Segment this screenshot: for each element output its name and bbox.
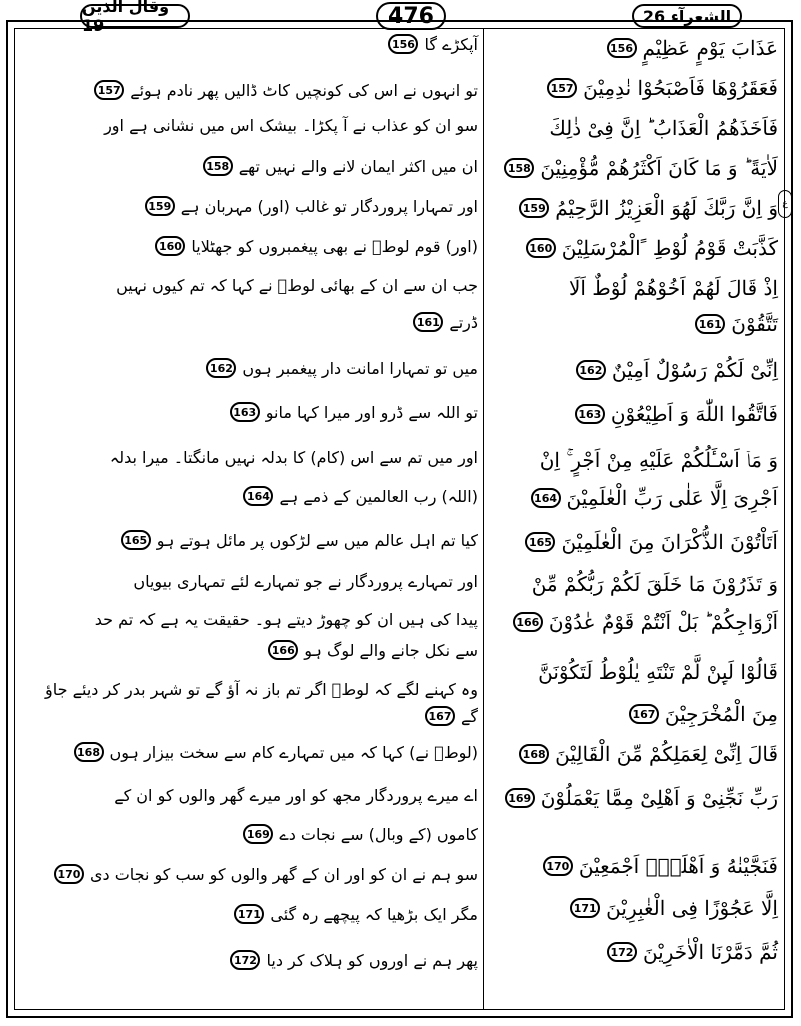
arabic-verse-line [607, 940, 778, 964]
urdu-translation-line [206, 358, 478, 378]
arabic-verse-line [519, 742, 778, 766]
arabic-verse-text: رَبِّ نَجِّنِیْ وَ اَهْلِیْ مِمَّا یَعْمَلُوْنَ [540, 786, 778, 810]
arabic-verse-text: اَتَاْتُوْنَ الذُّكْرَانَ مِنَ الْعٰلَمِیْنَ [561, 530, 778, 554]
verse-number-badge: 156 [388, 34, 418, 54]
urdu-translation-text: آپکڑے گا [424, 34, 478, 54]
verse-number-badge: 169 [505, 788, 535, 808]
arabic-verse-line [543, 854, 778, 878]
urdu-translation-line [54, 864, 478, 884]
verse-number-badge: 171 [570, 898, 600, 918]
urdu-translation-line [114, 786, 478, 805]
arabic-verse-text: اِذْ قَالَ لَهُمْ اَخُوْهُمْ لُوْطٌ اَلَا [568, 276, 778, 300]
urdu-translation-text: سو ہم نے ان کو اور ان کے گھر والوں کو سب کو نجات دی [89, 864, 478, 884]
verse-number-badge: 159 [519, 198, 549, 218]
verse-number-badge: 156 [607, 38, 637, 58]
urdu-translation-text: ان میں اکثر ایمان لانے والے نہیں تھے [238, 156, 478, 176]
arabic-verse-text: وَ اِنَّ رَبَّكَ لَهُوَ الْعَزِیْزُ الرَّحِیْمُ [555, 196, 778, 220]
arabic-verse-text: اِنِّیْ لَكُمْ رَسُوْلٌ اَمِیْنٌ [611, 358, 778, 382]
arabic-verse-line [519, 196, 778, 220]
verse-number-badge: 172 [607, 942, 637, 962]
urdu-translation-text: (اللہ) رب العالمین کے ذمے ہے [279, 486, 478, 506]
urdu-translation-line [203, 156, 478, 176]
arabic-verse-line [570, 896, 778, 920]
arabic-verse-text: اَجْرِیَ اِلَّا عَلٰی رَبِّ الْعٰلَمِیْنَ [566, 486, 778, 510]
urdu-translation-line [104, 116, 478, 135]
arabic-verse-text: اَزْوَاجِكُمْ ؕ بَلْ اَنْتُمْ قَوْمٌ عٰدُوْنَ [548, 610, 778, 634]
urdu-translation-line [74, 742, 479, 762]
arabic-verse-line [576, 358, 778, 382]
verse-number-badge: 172 [230, 950, 260, 970]
urdu-translation-line [243, 486, 478, 506]
urdu-translation-line [95, 610, 478, 629]
arabic-verse-line [504, 156, 778, 180]
urdu-translation-text: سے نکل جانے والے لوگ ہو [304, 640, 478, 660]
urdu-translation-text: اور تمہارا پروردگار تو غالب (اور) مہربان ہے [180, 196, 478, 216]
urdu-translation-line [425, 706, 478, 726]
arabic-verse-text: فَعَقَرُوْهَا فَاَصْبَحُوْا نٰدِمِیْنَ [583, 76, 778, 100]
verse-number-badge: 162 [206, 358, 236, 378]
urdu-translation-text: اور تمہارے پروردگار نے جو تمہارے لئے تمہاری بیویاں [133, 572, 478, 591]
urdu-translation-line [234, 904, 478, 924]
arabic-verse-text: فَاَخَذَهُمُ الْعَذَابُ ؕ اِنَّ فِیْ ذٰلِكَ [549, 116, 778, 140]
urdu-translation-line [94, 80, 478, 100]
urdu-translation-text: ڈرتے [449, 312, 478, 332]
verse-number-badge: 158 [504, 158, 534, 178]
arabic-verse-line [569, 276, 778, 300]
margin-marker: ع [778, 190, 792, 218]
verse-number-badge: 162 [576, 360, 606, 380]
urdu-translation-text: (اور) قوم لوطؑ نے بھی پیغمبروں کو جھٹلایا [191, 236, 478, 256]
urdu-translation-line [116, 276, 478, 295]
verse-number-badge: 166 [268, 640, 298, 660]
arabic-verse-text: اِلَّا عَجُوْزًا فِی الْغٰبِرِیْنَ [606, 896, 778, 920]
column-divider [483, 28, 484, 1010]
urdu-translation-text: مگر ایک بڑھیا کہ پیچھے رہ گئی [270, 904, 478, 924]
verse-number-badge: 168 [74, 742, 104, 762]
urdu-translation-line [133, 572, 478, 591]
urdu-translation-text: (لوطؑ نے) کہا کہ میں تمہارے کام سے سخت بیزار ہوں [109, 742, 478, 762]
verse-number-badge: 164 [531, 488, 561, 508]
urdu-translation-line [121, 530, 478, 550]
arabic-verse-text: فَاتَّقُوا اللّٰهَ وَ اَطِیْعُوْنِ [610, 402, 778, 426]
header-surah-name: الشعرآء 26 [632, 4, 742, 28]
arabic-verse-line [538, 660, 778, 684]
arabic-verse-text: عَذَابَ یَوْمٍ عَظِیْمٍ [642, 36, 778, 60]
urdu-translation-line [45, 680, 478, 699]
urdu-translation-line [413, 312, 478, 332]
urdu-translation-text: تو انہوں نے اس کی کونچیں کاٹ ڈالیں پھر نادم ہوئے [130, 80, 478, 100]
verse-number-badge: 163 [575, 404, 605, 424]
arabic-verse-text: تَتَّقُوْنَ [731, 312, 778, 336]
verse-number-badge: 167 [629, 704, 659, 724]
verse-number-badge: 160 [155, 236, 185, 256]
urdu-translation-line [388, 34, 478, 54]
arabic-verse-line [549, 116, 778, 140]
arabic-verse-line [547, 76, 778, 100]
arabic-verse-line [531, 486, 778, 510]
verse-number-badge: 161 [413, 312, 443, 332]
verse-number-badge: 166 [513, 612, 543, 632]
urdu-translation-text: اور میں تم سے اس (کام) کا بدلہ نہیں مانگتا۔ میرا بدلہ [109, 448, 478, 467]
arabic-verse-text: وَ تَذَرُوْنَ مَا خَلَقَ لَكُمْ رَبُّكُمْ مِّنْ [531, 572, 778, 596]
arabic-verse-text: وَ مَاۤ اَسْـَٔلُكُمْ عَلَیْهِ مِنْ اَجْرٍ ۚ اِنْ [539, 448, 778, 472]
arabic-verse-line [629, 702, 778, 726]
arabic-verse-text: لَاٰیَةً ؕ وَ مَا كَانَ اَكْثَرُهُمْ مُّؤْمِنِیْنَ [540, 156, 778, 180]
verse-number-badge: 165 [525, 532, 555, 552]
arabic-verse-line [526, 236, 778, 260]
urdu-translation-text: وہ کہنے لگے کہ لوطؑ اگر تم باز نہ آؤ گے تو شہر بدر کر دیئے جاؤ [45, 680, 478, 699]
urdu-translation-text: تو اللہ سے ڈرو اور میرا کہا مانو [265, 402, 478, 422]
urdu-translation-line [145, 196, 478, 216]
verse-number-badge: 171 [234, 904, 264, 924]
urdu-translation-text: جب ان سے ان کے بھائی لوطؑ نے کہا کہ تم کیوں نہیں [116, 276, 478, 295]
urdu-translation-text: سو ان کو عذاب نے آ پکڑا۔ بیشک اس میں نشانی ہے اور [104, 116, 478, 135]
arabic-verse-text: مِنَ الْمُخْرَجِیْنَ [664, 702, 778, 726]
arabic-verse-text: فَنَجَّیْنٰهُ وَ اَهْلَهٗۤ اَجْمَعِیْنَ [578, 854, 778, 878]
verse-number-badge: 170 [54, 864, 84, 884]
verse-number-badge: 170 [543, 856, 573, 876]
verse-number-badge: 167 [425, 706, 455, 726]
arabic-verse-line [532, 572, 778, 596]
verse-number-badge: 157 [94, 80, 124, 100]
urdu-translation-line [155, 236, 478, 256]
verse-number-badge: 158 [203, 156, 233, 176]
verse-number-badge: 169 [243, 824, 273, 844]
arabic-verse-text: كَذَّبَتْ قَوْمُ لُوْطِ ﹰالْمُرْسَلِیْنَ [561, 236, 778, 260]
header-para-name: وقال الذین 19 [80, 4, 190, 28]
arabic-verse-text: قَالَ اِنِّیْ لِعَمَلِكُمْ مِّنَ الْقَالِیْنَ [555, 742, 778, 766]
urdu-translation-text: پھر ہم نے اوروں کو ہلاک کر دیا [266, 950, 478, 970]
urdu-translation-line [268, 640, 478, 660]
verse-number-badge: 161 [695, 314, 725, 334]
arabic-verse-line [513, 610, 778, 634]
verse-number-badge: 168 [519, 744, 549, 764]
verse-number-badge: 165 [121, 530, 151, 550]
arabic-verse-text: قَالُوْا لَىِٕنْ لَّمْ تَنْتَهِ یٰلُوْطُ لَتَكُوْنَنَّ [538, 660, 778, 684]
arabic-verse-line [607, 36, 779, 60]
urdu-translation-text: گے [461, 706, 478, 726]
verse-number-badge: 157 [547, 78, 577, 98]
urdu-translation-line [230, 402, 478, 422]
arabic-verse-line [695, 312, 778, 336]
verse-number-badge: 163 [230, 402, 260, 422]
verse-number-badge: 160 [526, 238, 556, 258]
urdu-translation-text: اے میرے پروردگار مجھ کو اور میرے گھر والوں کو ان کے [114, 786, 478, 805]
urdu-translation-text: کاموں (کے وبال) سے نجات دے [279, 824, 478, 844]
urdu-translation-line [230, 950, 478, 970]
arabic-verse-line [575, 402, 778, 426]
page-number: 476 [376, 2, 446, 30]
arabic-verse-line [540, 448, 778, 472]
arabic-verse-line [525, 530, 778, 554]
arabic-verse-line [505, 786, 778, 810]
urdu-translation-text: کیا تم اہل عالم میں سے لڑکوں پر مائل ہوتے ہو [156, 530, 478, 550]
verse-number-badge: 159 [145, 196, 175, 216]
urdu-translation-line [110, 448, 478, 467]
verse-number-badge: 164 [243, 486, 273, 506]
urdu-translation-text: پیدا کی ہیں ان کو چھوڑ دیتے ہو۔ حقیقت یہ ہے کہ تم حد [94, 610, 478, 629]
arabic-verse-text: ثُمَّ دَمَّرْنَا الْاٰخَرِیْنَ [642, 940, 778, 964]
urdu-translation-line [243, 824, 478, 844]
urdu-translation-text: میں تو تمہارا امانت دار پیغمبر ہوں [242, 358, 478, 378]
